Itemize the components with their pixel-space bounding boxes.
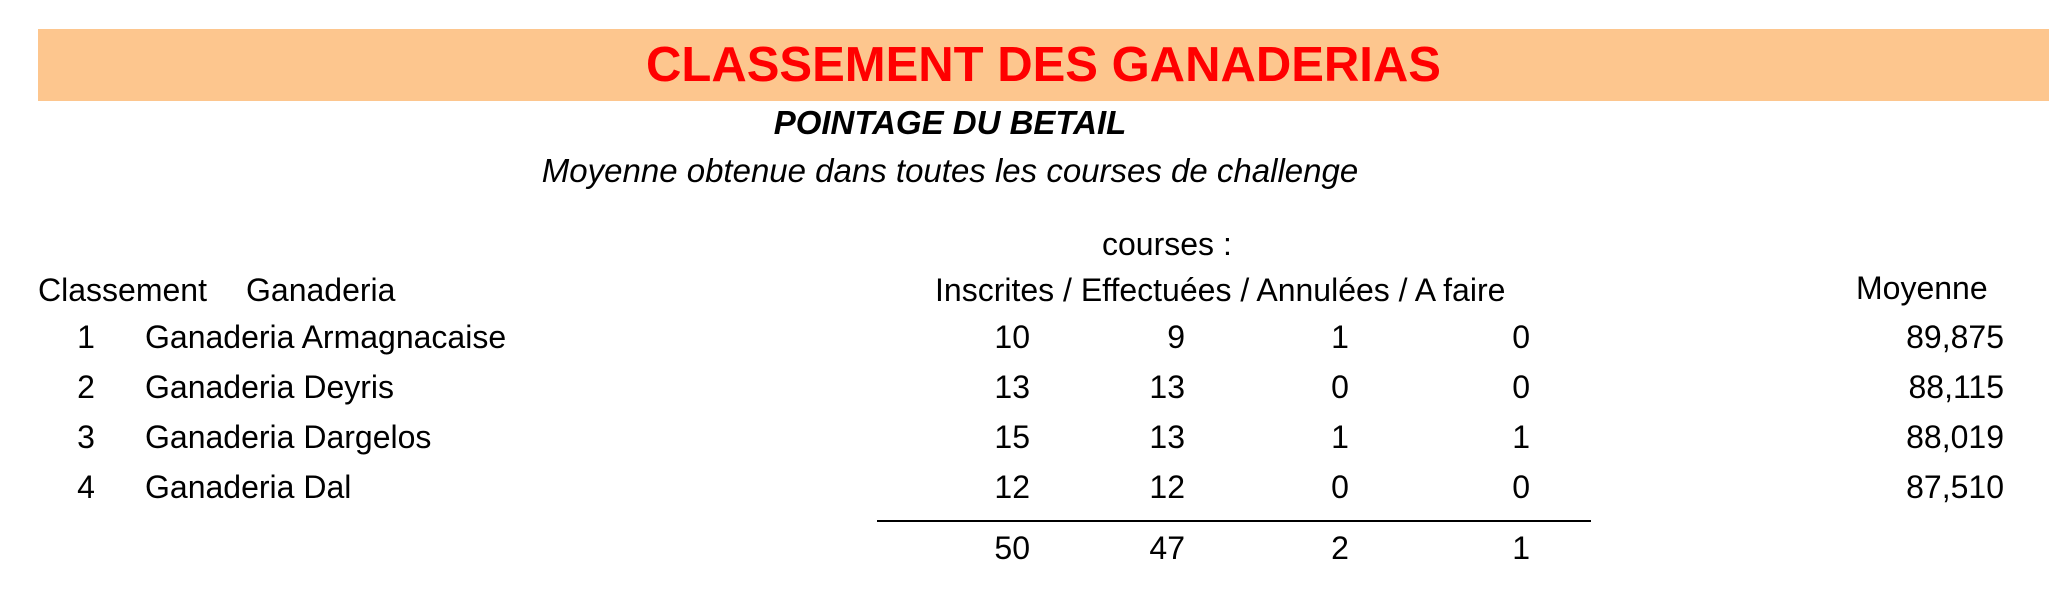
row-a-faire: 0 bbox=[1512, 319, 1530, 355]
row-name: Ganaderia Deyris bbox=[145, 369, 394, 405]
total-a-faire: 1 bbox=[1512, 530, 1530, 566]
sum-line bbox=[877, 520, 1591, 522]
classement-header: Classement bbox=[38, 272, 207, 308]
row-moyenne: 87,510 bbox=[1906, 469, 2004, 505]
row-inscrites: 10 bbox=[994, 319, 1030, 355]
row-annulees: 1 bbox=[1331, 319, 1349, 355]
row-annulees: 0 bbox=[1331, 469, 1349, 505]
courses-header: courses : bbox=[1102, 226, 1232, 262]
row-rank: 2 bbox=[77, 369, 95, 405]
total-inscrites: 50 bbox=[994, 530, 1030, 566]
row-moyenne: 88,115 bbox=[1908, 369, 2004, 405]
row-moyenne: 89,875 bbox=[1906, 319, 2004, 355]
ganaderia-header: Ganaderia bbox=[246, 272, 396, 308]
page-title: CLASSEMENT DES GANADERIAS bbox=[646, 38, 1441, 92]
row-name: Ganaderia Dargelos bbox=[145, 419, 432, 455]
row-inscrites: 13 bbox=[994, 369, 1030, 405]
moyenne-header: Moyenne bbox=[1856, 270, 1988, 306]
row-a-faire: 0 bbox=[1512, 369, 1530, 405]
title-banner bbox=[38, 29, 2049, 101]
row-inscrites: 12 bbox=[994, 469, 1030, 505]
courses-columns-header: Inscrites / Effectuées / Annulées / A faire bbox=[935, 272, 1506, 308]
row-rank: 1 bbox=[77, 319, 95, 355]
subtitle: POINTAGE DU BETAIL bbox=[773, 104, 1127, 141]
description: Moyenne obtenue dans toutes les courses de challenge bbox=[541, 152, 1359, 189]
row-moyenne: 88,019 bbox=[1906, 419, 2004, 455]
row-effectuees: 13 bbox=[1149, 369, 1185, 405]
row-annulees: 1 bbox=[1331, 419, 1349, 455]
row-rank: 4 bbox=[77, 469, 95, 505]
row-inscrites: 15 bbox=[994, 419, 1030, 455]
row-effectuees: 9 bbox=[1167, 319, 1185, 355]
row-annulees: 0 bbox=[1331, 369, 1349, 405]
row-a-faire: 1 bbox=[1512, 419, 1530, 455]
row-effectuees: 13 bbox=[1149, 419, 1185, 455]
row-name: Ganaderia Dal bbox=[145, 469, 352, 505]
row-a-faire: 0 bbox=[1512, 469, 1530, 505]
row-rank: 3 bbox=[77, 419, 95, 455]
row-name: Ganaderia Armagnacaise bbox=[145, 319, 507, 355]
total-annulees: 2 bbox=[1331, 530, 1349, 566]
total-effectuees: 47 bbox=[1149, 530, 1185, 566]
row-effectuees: 12 bbox=[1149, 469, 1185, 505]
